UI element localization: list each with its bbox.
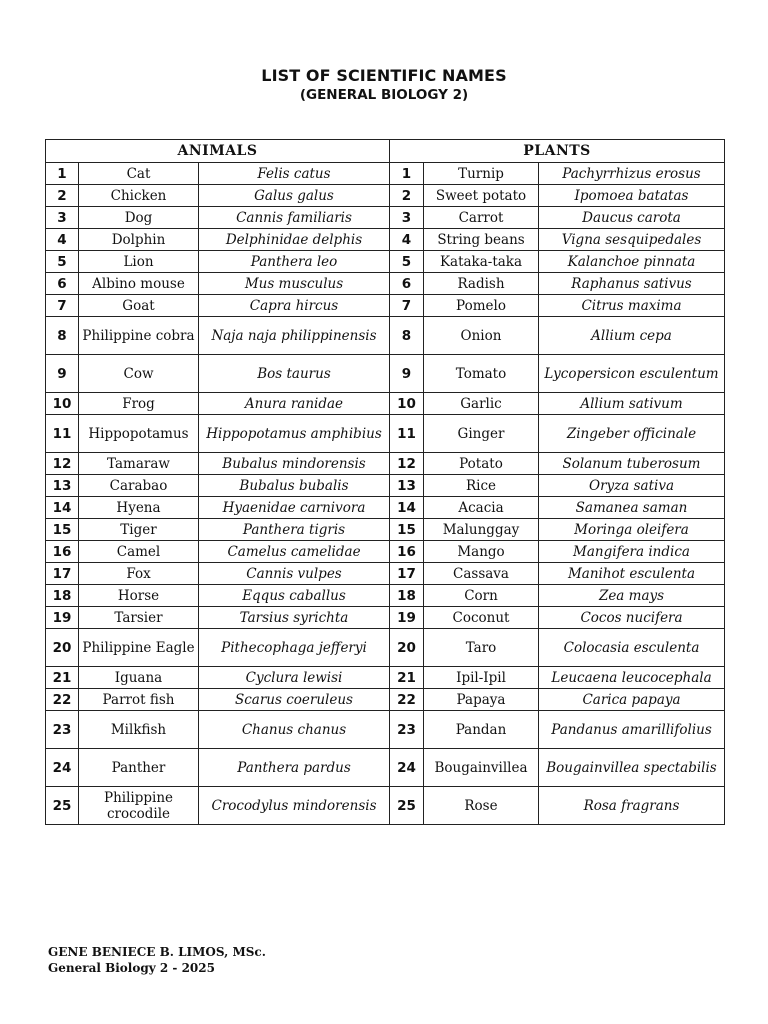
plant-scientific-name: Ipomoea batatas	[539, 185, 725, 207]
plant-number: 20	[390, 629, 424, 667]
animal-number: 8	[46, 317, 79, 355]
table-row	[46, 355, 725, 393]
plant-number: 12	[390, 453, 424, 475]
plant-common-name: Garlic	[424, 393, 539, 415]
plant-number: 10	[390, 393, 424, 415]
plant-number: 14	[390, 497, 424, 519]
table-row	[46, 607, 725, 629]
animal-common-name: Philippine Eagle	[79, 629, 199, 667]
animal-scientific-name: Anura ranidae	[199, 393, 390, 415]
animal-scientific-name: Naja naja philippinensis	[199, 317, 390, 355]
animal-number: 5	[46, 251, 79, 273]
plant-scientific-name: Pachyrrhizus erosus	[539, 163, 725, 185]
plant-scientific-name: Colocasia esculenta	[539, 629, 725, 667]
plant-common-name: Kataka-taka	[424, 251, 539, 273]
table-row	[46, 689, 725, 711]
animal-common-name: Cow	[79, 355, 199, 393]
animal-number: 22	[46, 689, 79, 711]
plant-scientific-name: Pandanus amarillifolius	[539, 711, 725, 749]
animal-scientific-name: Cyclura lewisi	[199, 667, 390, 689]
animal-scientific-name: Chanus chanus	[199, 711, 390, 749]
plant-number: 7	[390, 295, 424, 317]
page-subtitle: (GENERAL BIOLOGY 2)	[299, 87, 469, 103]
animal-common-name: Goat	[79, 295, 199, 317]
table-row	[46, 273, 725, 295]
animal-number: 2	[46, 185, 79, 207]
animal-common-name: Philippine cobra	[79, 317, 199, 355]
animal-scientific-name: Hippopotamus amphibius	[199, 415, 390, 453]
animal-number: 14	[46, 497, 79, 519]
plant-common-name: Taro	[424, 629, 539, 667]
table-row	[46, 163, 725, 185]
plant-scientific-name: Vigna sesquipedales	[539, 229, 725, 251]
animal-number: 23	[46, 711, 79, 749]
plant-number: 21	[390, 667, 424, 689]
table-header-row	[46, 140, 725, 163]
plant-number: 17	[390, 563, 424, 585]
plant-common-name: Coconut	[424, 607, 539, 629]
plant-common-name: Potato	[424, 453, 539, 475]
animal-number: 16	[46, 541, 79, 563]
animal-number: 21	[46, 667, 79, 689]
scientific-names-table	[45, 139, 725, 825]
table-body	[46, 163, 725, 825]
plant-common-name: Onion	[424, 317, 539, 355]
table-row	[46, 787, 725, 825]
animal-scientific-name: Panthera leo	[199, 251, 390, 273]
plants-header: PLANTS	[390, 140, 725, 163]
footer-author: GENE BENIECE B. LIMOS, MSc.	[48, 945, 266, 959]
table-row	[46, 749, 725, 787]
animal-number: 6	[46, 273, 79, 295]
plant-scientific-name: Lycopersicon esculentum	[539, 355, 725, 393]
animal-common-name: Frog	[79, 393, 199, 415]
plant-scientific-name: Bougainvillea spectabilis	[539, 749, 725, 787]
plant-number: 15	[390, 519, 424, 541]
plant-scientific-name: Mangifera indica	[539, 541, 725, 563]
plant-scientific-name: Kalanchoe pinnata	[539, 251, 725, 273]
plant-common-name: Ginger	[424, 415, 539, 453]
plant-common-name: Corn	[424, 585, 539, 607]
animal-common-name: Iguana	[79, 667, 199, 689]
animal-common-name: Tamaraw	[79, 453, 199, 475]
plant-common-name: Sweet potato	[424, 185, 539, 207]
plant-common-name: Carrot	[424, 207, 539, 229]
plant-number: 9	[390, 355, 424, 393]
plant-common-name: Pomelo	[424, 295, 539, 317]
animal-scientific-name: Galus galus	[199, 185, 390, 207]
table-row	[46, 229, 725, 251]
table-row	[46, 667, 725, 689]
plant-number: 6	[390, 273, 424, 295]
plant-common-name: Acacia	[424, 497, 539, 519]
table-row	[46, 393, 725, 415]
table-row	[46, 415, 725, 453]
animal-common-name: Chicken	[79, 185, 199, 207]
page-title: LIST OF SCIENTIFIC NAMES	[261, 66, 507, 85]
table-row	[46, 453, 725, 475]
animal-scientific-name: Scarus coeruleus	[199, 689, 390, 711]
plant-common-name: Rose	[424, 787, 539, 825]
table-row	[46, 251, 725, 273]
plant-scientific-name: Solanum tuberosum	[539, 453, 725, 475]
plant-number: 5	[390, 251, 424, 273]
animal-number: 10	[46, 393, 79, 415]
animals-header: ANIMALS	[46, 140, 390, 163]
animal-common-name: Hippopotamus	[79, 415, 199, 453]
animal-scientific-name: Pithecophaga jefferyi	[199, 629, 390, 667]
plant-scientific-name: Carica papaya	[539, 689, 725, 711]
table-row	[46, 563, 725, 585]
animal-common-name: Albino mouse	[79, 273, 199, 295]
plant-scientific-name: Cocos nucifera	[539, 607, 725, 629]
plant-scientific-name: Allium cepa	[539, 317, 725, 355]
plant-scientific-name: Zea mays	[539, 585, 725, 607]
plant-number: 18	[390, 585, 424, 607]
animal-common-name: Panther	[79, 749, 199, 787]
animal-common-name: Horse	[79, 585, 199, 607]
animal-scientific-name: Panthera tigris	[199, 519, 390, 541]
animal-scientific-name: Eqqus caballus	[199, 585, 390, 607]
table-row	[46, 185, 725, 207]
animal-scientific-name: Delphinidae delphis	[199, 229, 390, 251]
animal-scientific-name: Mus musculus	[199, 273, 390, 295]
table-row	[46, 519, 725, 541]
animal-number: 25	[46, 787, 79, 825]
animal-scientific-name: Camelus camelidae	[199, 541, 390, 563]
plant-scientific-name: Manihot esculenta	[539, 563, 725, 585]
plant-scientific-name: Rosa fragrans	[539, 787, 725, 825]
animal-number: 11	[46, 415, 79, 453]
footer	[48, 944, 266, 976]
plant-common-name: Pandan	[424, 711, 539, 749]
plant-common-name: Rice	[424, 475, 539, 497]
plant-number: 16	[390, 541, 424, 563]
plant-number: 1	[390, 163, 424, 185]
plant-common-name: Tomato	[424, 355, 539, 393]
animal-common-name: Carabao	[79, 475, 199, 497]
animal-common-name: Dog	[79, 207, 199, 229]
table-row	[46, 629, 725, 667]
animal-scientific-name: Cannis familiaris	[199, 207, 390, 229]
animal-common-name: Parrot fish	[79, 689, 199, 711]
plant-scientific-name: Daucus carota	[539, 207, 725, 229]
animal-common-name: Milkfish	[79, 711, 199, 749]
animal-scientific-name: Panthera pardus	[199, 749, 390, 787]
animal-common-name: Lion	[79, 251, 199, 273]
animal-scientific-name: Bubalus mindorensis	[199, 453, 390, 475]
animal-common-name: Tarsier	[79, 607, 199, 629]
animal-number: 4	[46, 229, 79, 251]
animal-number: 9	[46, 355, 79, 393]
animal-number: 19	[46, 607, 79, 629]
table-row	[46, 475, 725, 497]
animal-common-name: Dolphin	[79, 229, 199, 251]
plant-scientific-name: Oryza sativa	[539, 475, 725, 497]
animal-common-name: Fox	[79, 563, 199, 585]
animal-number: 15	[46, 519, 79, 541]
plant-number: 25	[390, 787, 424, 825]
plant-scientific-name: Allium sativum	[539, 393, 725, 415]
plant-number: 19	[390, 607, 424, 629]
animal-number: 18	[46, 585, 79, 607]
table-row	[46, 585, 725, 607]
animal-scientific-name: Bos taurus	[199, 355, 390, 393]
plant-common-name: Radish	[424, 273, 539, 295]
plant-number: 23	[390, 711, 424, 749]
plant-scientific-name: Samanea saman	[539, 497, 725, 519]
plant-number: 13	[390, 475, 424, 497]
plant-common-name: Malunggay	[424, 519, 539, 541]
plant-scientific-name: Moringa oleifera	[539, 519, 725, 541]
animal-number: 13	[46, 475, 79, 497]
animal-number: 12	[46, 453, 79, 475]
plant-number: 8	[390, 317, 424, 355]
table-row	[46, 541, 725, 563]
animal-number: 3	[46, 207, 79, 229]
animal-number: 20	[46, 629, 79, 667]
plant-common-name: Ipil-Ipil	[424, 667, 539, 689]
plant-scientific-name: Raphanus sativus	[539, 273, 725, 295]
animal-scientific-name: Felis catus	[199, 163, 390, 185]
plant-number: 2	[390, 185, 424, 207]
table-row	[46, 207, 725, 229]
animal-common-name: Cat	[79, 163, 199, 185]
animal-number: 17	[46, 563, 79, 585]
animal-number: 7	[46, 295, 79, 317]
animal-scientific-name: Bubalus bubalis	[199, 475, 390, 497]
animal-scientific-name: Cannis vulpes	[199, 563, 390, 585]
table-row	[46, 497, 725, 519]
table-row	[46, 295, 725, 317]
plant-number: 22	[390, 689, 424, 711]
plant-common-name: Cassava	[424, 563, 539, 585]
table-row	[46, 711, 725, 749]
animal-common-name: Camel	[79, 541, 199, 563]
plant-common-name: String beans	[424, 229, 539, 251]
animal-scientific-name: Capra hircus	[199, 295, 390, 317]
plant-scientific-name: Leucaena leucocephala	[539, 667, 725, 689]
plant-common-name: Bougainvillea	[424, 749, 539, 787]
animal-scientific-name: Tarsius syrichta	[199, 607, 390, 629]
animal-common-name: Philippine crocodile	[79, 787, 199, 825]
plant-number: 3	[390, 207, 424, 229]
animal-scientific-name: Crocodylus mindorensis	[199, 787, 390, 825]
animal-scientific-name: Hyaenidae carnivora	[199, 497, 390, 519]
plant-number: 24	[390, 749, 424, 787]
plant-scientific-name: Citrus maxima	[539, 295, 725, 317]
plant-number: 11	[390, 415, 424, 453]
animal-common-name: Tiger	[79, 519, 199, 541]
plant-number: 4	[390, 229, 424, 251]
table-row	[46, 317, 725, 355]
plant-scientific-name: Zingeber officinale	[539, 415, 725, 453]
plant-common-name: Papaya	[424, 689, 539, 711]
plant-common-name: Turnip	[424, 163, 539, 185]
plant-common-name: Mango	[424, 541, 539, 563]
animal-number: 1	[46, 163, 79, 185]
animal-number: 24	[46, 749, 79, 787]
footer-course: General Biology 2 - 2025	[48, 961, 215, 975]
animal-common-name: Hyena	[79, 497, 199, 519]
